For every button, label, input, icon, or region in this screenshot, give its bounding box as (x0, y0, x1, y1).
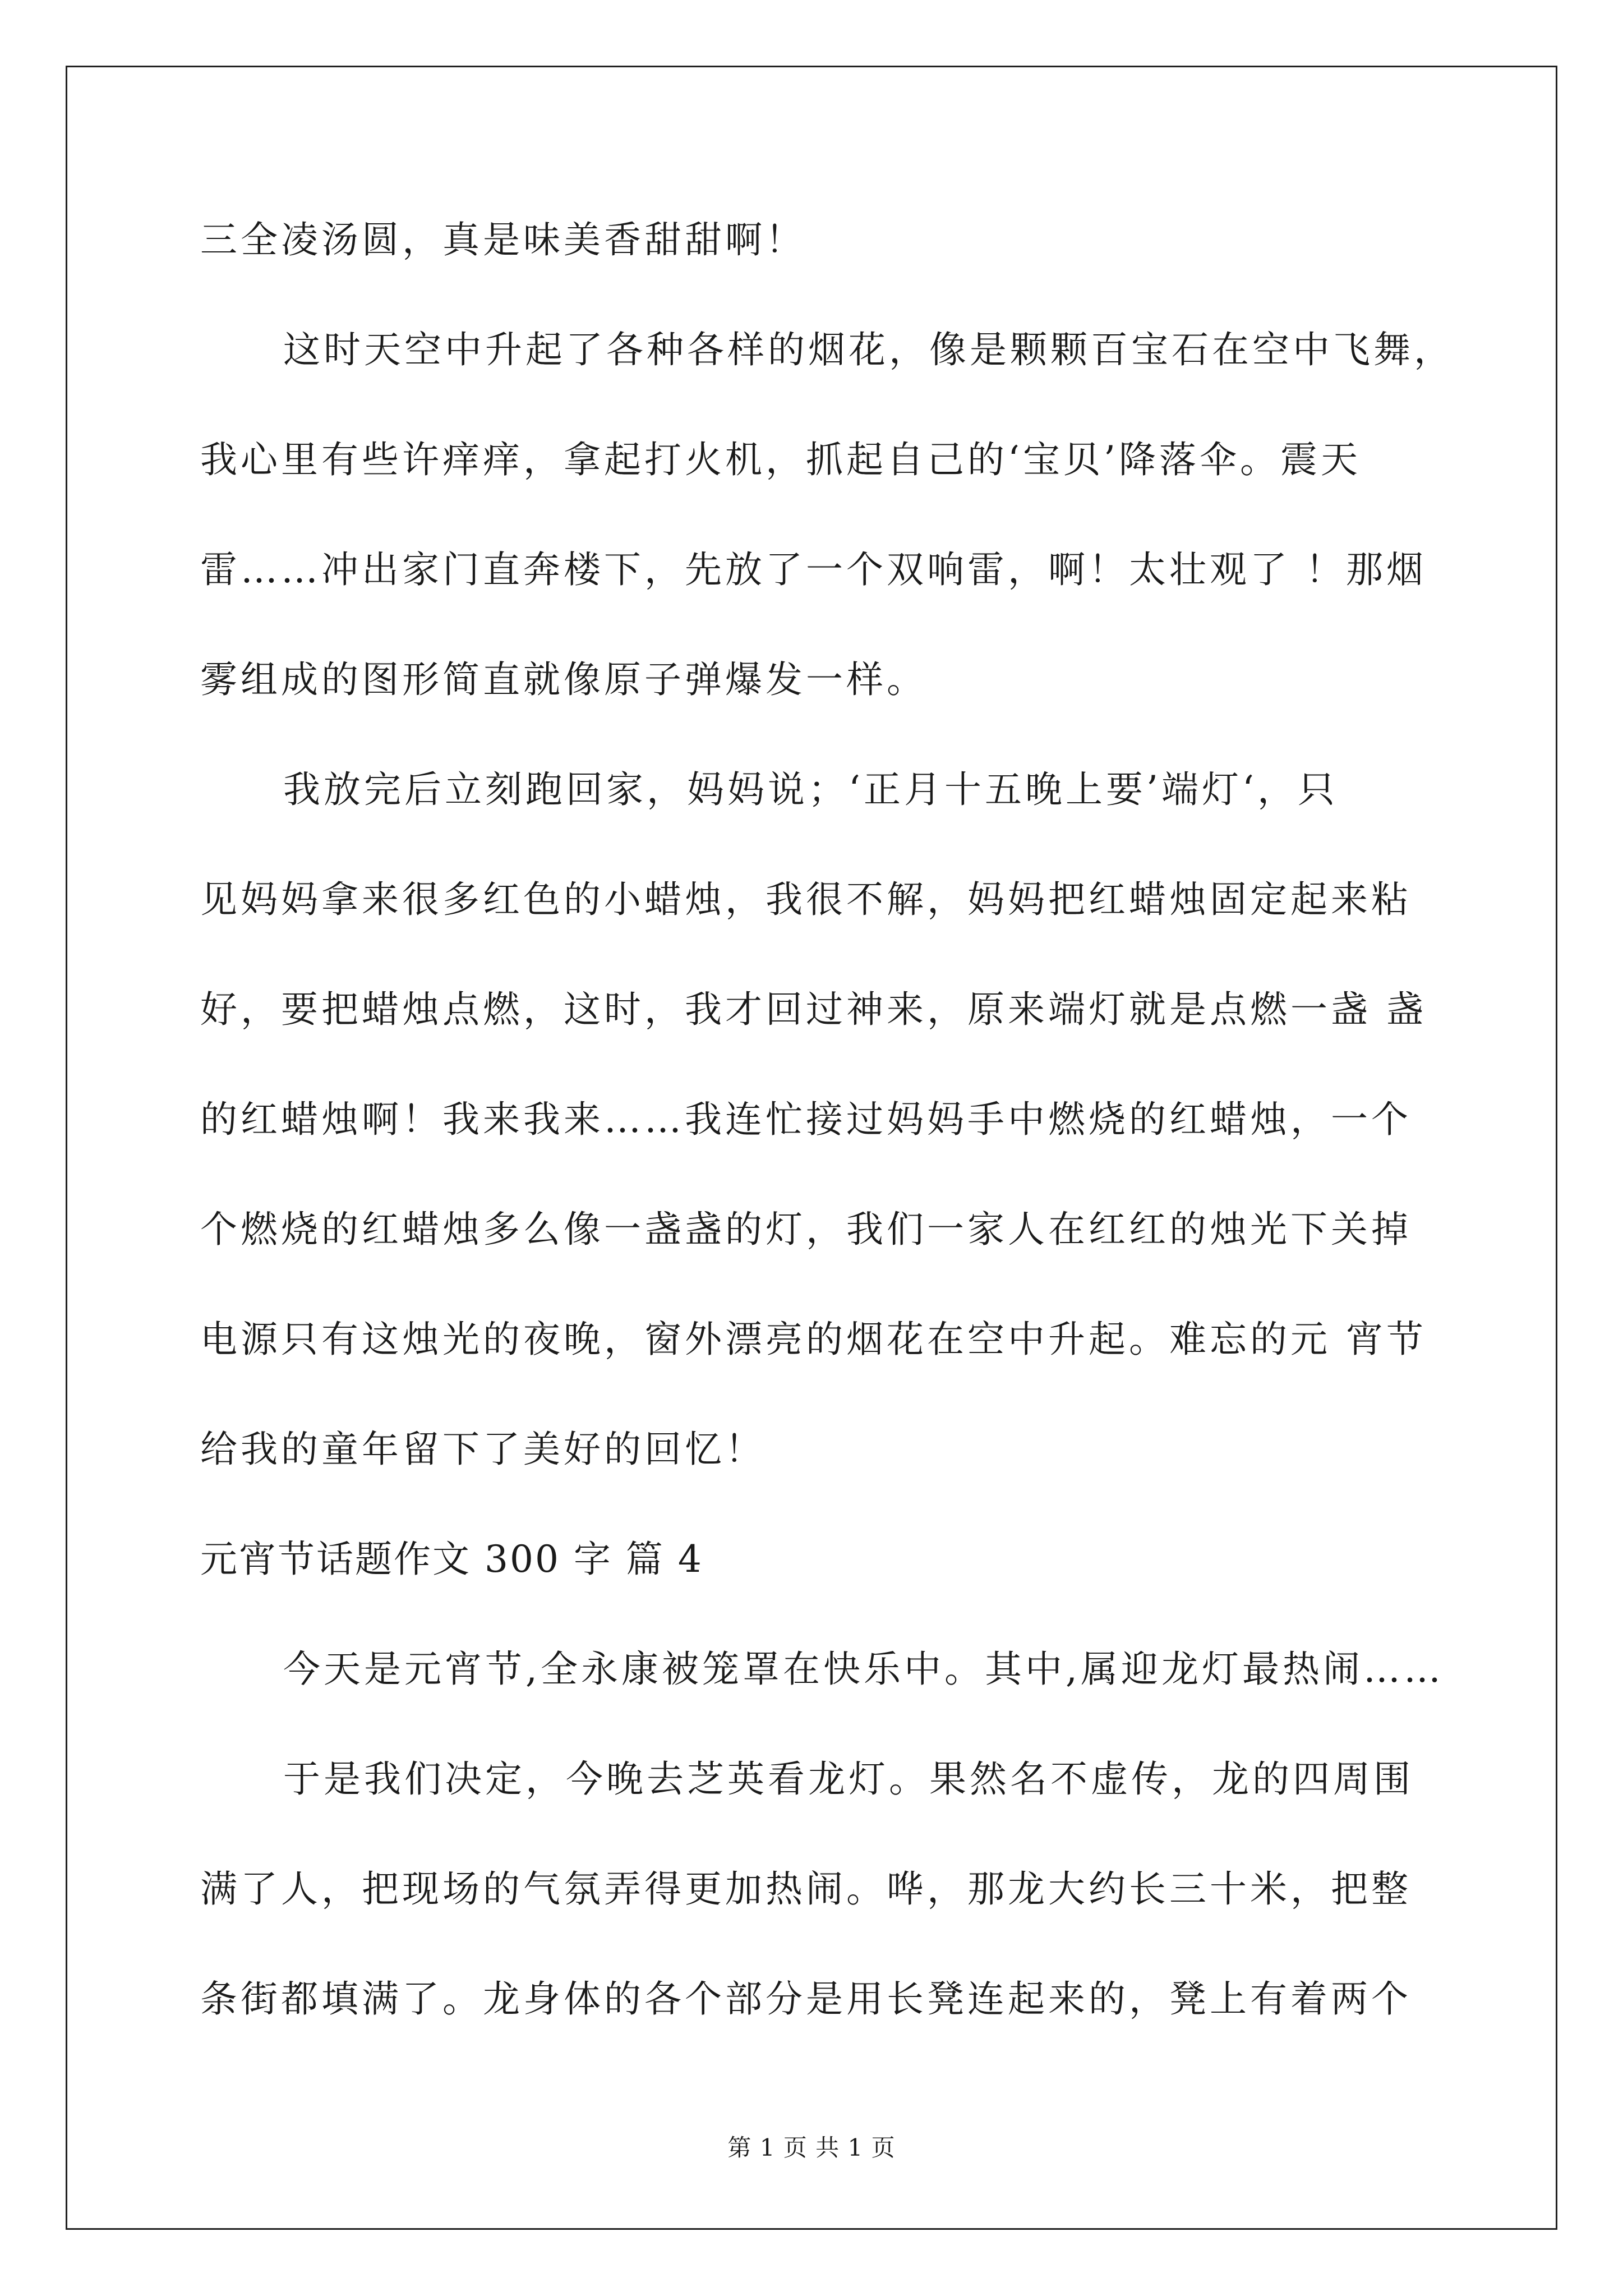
paragraph-line: 今天是元宵节,全永康被笼罩在快乐中。其中,属迎龙灯最热闹…… (283, 1648, 1444, 1691)
paragraph-line: 雷……冲出家门直奔楼下，先放了一个双响雷，啊！太壮观了 ！那烟 (200, 548, 1427, 591)
paragraph-line: 条街都填满了。龙身体的各个部分是用长凳连起来的，凳上有着两个 (200, 1977, 1412, 2021)
paragraph-line: 这时天空中升起了各种各样的烟花，像是颗颗百宝石在空中飞舞， (283, 328, 1454, 371)
paragraph-line: 满了人，把现场的气氛弄得更加热闹。哗，那龙大约长三十米，把整 (200, 1867, 1412, 1911)
section-heading: 元宵节话题作文 300 字 篇 4 (200, 1538, 703, 1581)
paragraph-line: 我放完后立刻跑回家，妈妈说；‘正月十五晚上要’端灯‘，只 (283, 768, 1338, 811)
paragraph-line: 好，要把蜡烛点燃，这时，我才回过神来，原来端灯就是点燃一盏 盏 (200, 988, 1427, 1031)
page-footer: 第 1 页 共 1 页 (727, 2134, 896, 2161)
paragraph-line: 三全凌汤圆，真是味美香甜甜啊！ (200, 218, 806, 261)
paragraph-line: 的红蜡烛啊！我来我来……我连忙接过妈妈手中燃烧的红蜡烛，一个 (200, 1098, 1412, 1141)
paragraph-line: 电源只有这烛光的夜晚，窗外漂亮的烟花在空中升起。难忘的元 宵节 (200, 1318, 1427, 1361)
paragraph-line: 于是我们决定，今晚去芝英看龙灯。果然名不虚传，龙的四周围 (283, 1757, 1414, 1801)
paragraph-line: 我心里有些许痒痒，拿起打火机，抓起自己的‘宝贝’降落伞。震天 (200, 438, 1361, 481)
paragraph-line: 见妈妈拿来很多红色的小蜡烛，我很不解，妈妈把红蜡烛固定起来粘 (200, 878, 1412, 921)
paragraph-line: 雾组成的图形简直就像原子弹爆发一样。 (200, 658, 927, 701)
paragraph-line: 给我的童年留下了美好的回忆！ (200, 1428, 766, 1471)
paragraph-line: 个燃烧的红蜡烛多么像一盏盏的灯，我们一家人在红红的烛光下关掉 (200, 1208, 1412, 1251)
